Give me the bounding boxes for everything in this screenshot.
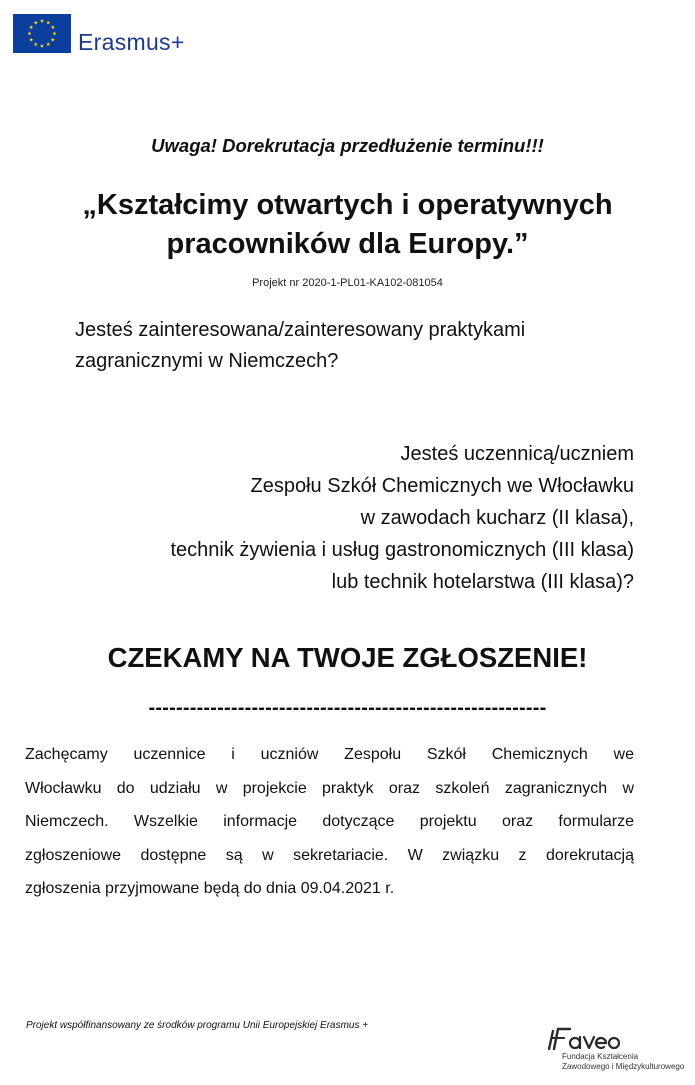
body-paragraph [25,738,634,906]
eu-star-icon [29,25,33,29]
notice-heading: Uwaga! Dorekrutacja przedłużenie terminu!!! [151,135,544,156]
eu-star-icon [28,31,32,35]
call-to-action: CZEKAMY NA TWOJE ZGŁOSZENIE! [107,642,588,673]
question-line: Jesteś uczennicą/uczniem [400,443,634,465]
question-line: Jesteś zainteresowana/zainteresowany praktykami [75,319,526,341]
eu-star-icon [40,19,44,23]
eu-star-icon [34,21,38,25]
eu-star-icon [51,38,55,42]
dashed-divider: ---------------------------------------------------------- [148,697,547,719]
eu-star-icon [46,42,50,46]
eu-star-icon [46,21,50,25]
eu-star-icon [34,42,38,46]
org-name [562,1052,684,1072]
body-line: Niemczech. Wszelkie informacje dotyczące projektu oraz formularze [25,813,634,830]
eu-star-icon [53,31,57,35]
question-line: technik żywienia i usług gastronomicznych (III klasa) [170,539,634,561]
body-line: zgłoszenia przyjmowane będą do dnia 09.04.2021 r. [25,880,395,897]
body-line: Włocławku do udziału w projekcie praktyk oraz szkoleń zagranicznych w [25,779,634,797]
project-number: Projekt nr 2020-1-PL01-KA102-081054 [252,277,443,289]
question-line: Zespołu Szkół Chemicznych we Włocławku [250,475,634,497]
body-line: zgłoszeniowe dostępne są w sekretariacie. W związku z dorekrutacją [25,846,634,864]
title-line-1: „Kształcimy otwartych i operatywnych [82,189,613,221]
eu-stars [13,14,71,53]
question-line: lub technik hotelarstwa (III klasa)? [331,571,634,593]
erasmus-wordmark: Erasmus+ [78,29,185,55]
eu-flag-icon [13,14,71,53]
question-eligibility [170,438,634,598]
title-line-2: pracowników dla Europy.” [166,228,529,260]
page-title [0,186,695,264]
cofinance-note: Projekt współfinansowany ze środków programu Unii Europejskiej Erasmus + [26,1020,369,1031]
eu-star-icon [40,44,44,48]
question-line: w zawodach kucharz (II klasa), [360,507,634,529]
question-interest [75,315,525,377]
question-line: zagranicznymi w Niemczech? [75,350,339,372]
org-name-line-2: Zawodowego i Międzykulturowego [562,1062,685,1071]
org-name-line-1: Fundacja Kształcenia [562,1052,639,1061]
eu-star-icon [51,25,55,29]
body-line: Zachęcamy uczennice i uczniów Zespołu Szkół Chemicznych we [25,746,634,763]
eu-star-icon [29,38,33,42]
